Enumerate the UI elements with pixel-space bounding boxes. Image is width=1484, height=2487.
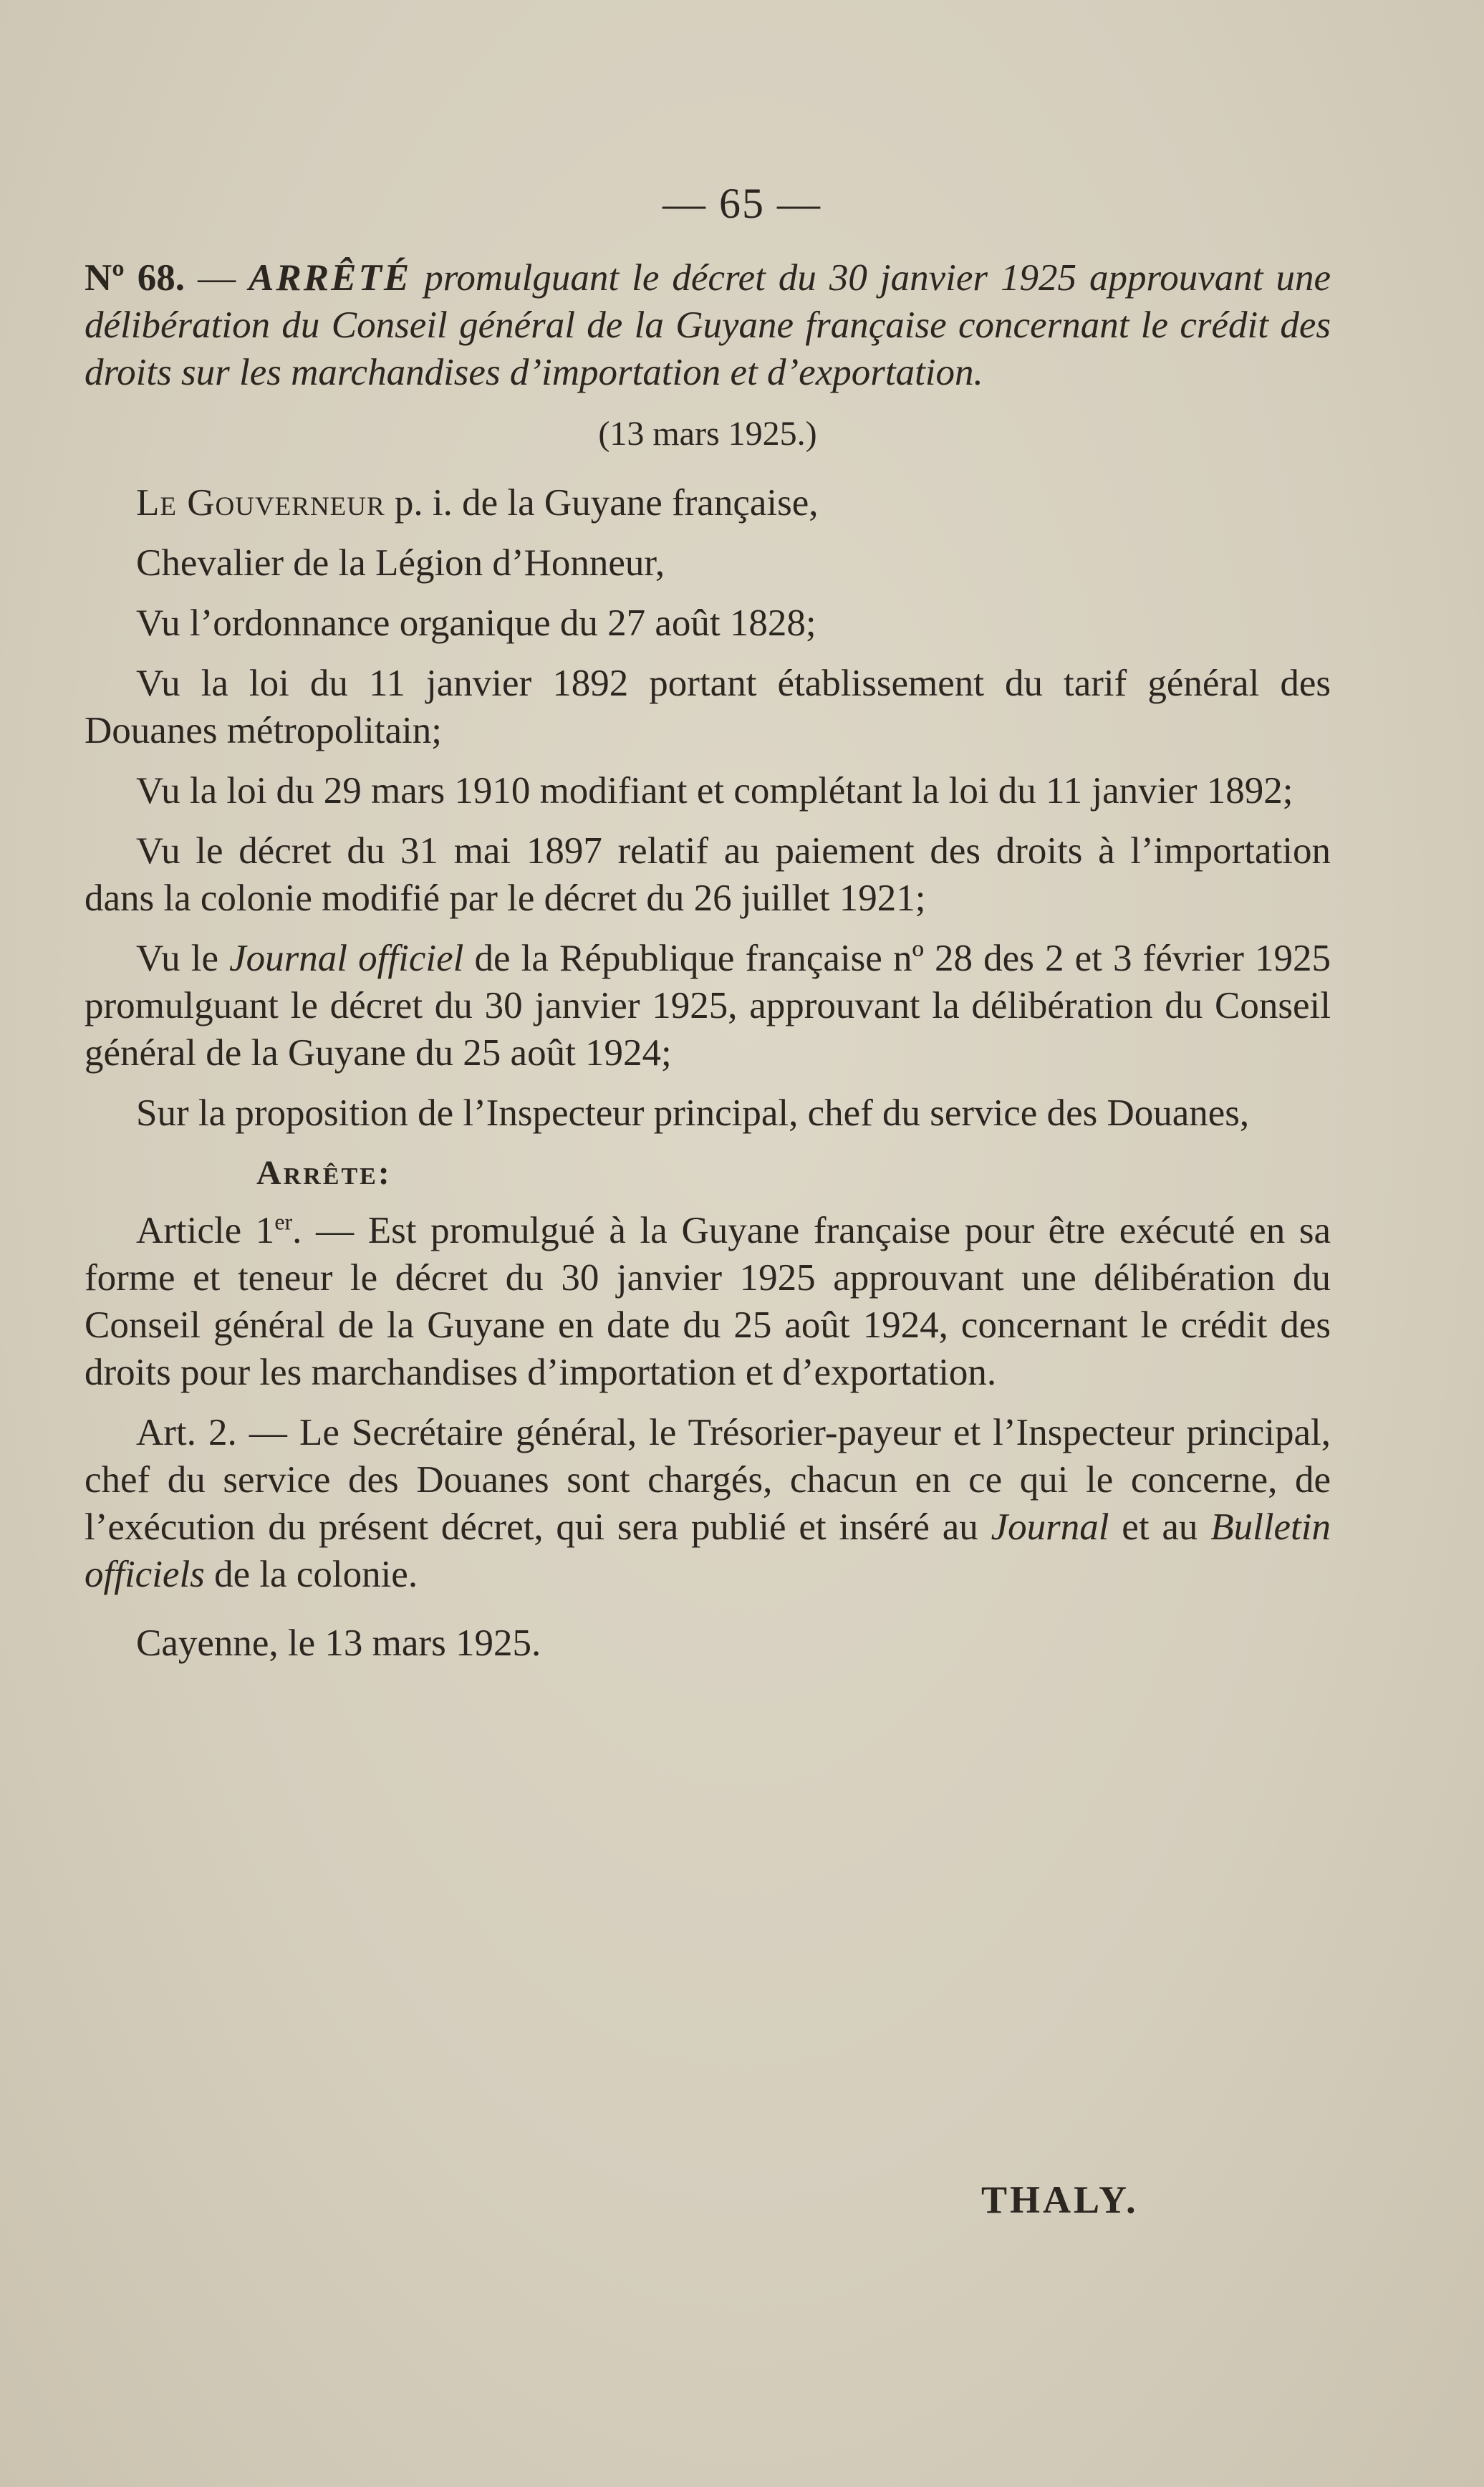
vu-journal-officiel xyxy=(85,935,1331,1077)
bulletin-title: Bulletin officiels xyxy=(85,1506,1331,1595)
place-and-date: Cayenne, le 13 mars 1925. xyxy=(136,1622,541,1664)
vu-decret-1897: Vu le décret du 31 mai 1897 relatif au paiement des droits à l’importation dans la colonie modifié par le décret du 26 juillet 1921; xyxy=(85,830,1331,919)
vu-loi-1892: Vu la loi du 11 janvier 1892 portant établissement du tarif général des Douanes métropolitain; xyxy=(85,663,1331,751)
decree-title-text: promulguant le décret du 30 janvier 1925 approuvant une délibération du Conseil général de la Guyane française concernant le crédit des droits sur les marchandises d’importation et d’exportation. xyxy=(85,257,1331,393)
journal-officiel-title: Journal officiel xyxy=(229,938,464,979)
article-2-start: Art. 2. — Le Secrétaire général, le Trésorier-payeur et l’Inspecteur principal, chef du service des Douanes sont chargés, chacun en ce qui le concerne, de l’exécution du présent décret, qui sera publié et inséré au xyxy=(85,1412,1331,1548)
governor-line xyxy=(85,479,1331,526)
sur-proposition: Sur la proposition de l’Inspecteur principal, chef du service des Douanes, xyxy=(136,1092,1250,1134)
vu-ordonnance: Vu l’ordonnance organique du 27 août 1828; xyxy=(136,602,816,644)
article-1-text: . — Est promulgué à la Guyane française pour être exécuté en sa forme et teneur le décret du 30 janvier 1925 approuvant une délibération du Conseil général de la Guyane en date du 25 août 1924, concernant le crédit des droits pour les marchandises d’importation et d’exportation. xyxy=(85,1210,1331,1393)
article-1-sup: er xyxy=(274,1208,293,1235)
decree-kind: ARRÊTÉ xyxy=(249,257,412,299)
signature: THALY. xyxy=(981,2178,1139,2221)
governor-rest: p. i. de la Guyane française, xyxy=(394,482,819,524)
decree-date: (13 mars 1925.) xyxy=(598,415,817,453)
page-number: — 65 — xyxy=(662,180,822,227)
article-1-label: Article 1 xyxy=(136,1210,275,1251)
vu-loi-1910: Vu la loi du 29 mars 1910 modifiant et complétant la loi du 11 janvier 1892; xyxy=(136,770,1293,812)
governor-prefix: Le Gouverneur xyxy=(136,482,385,524)
arrete-heading: Arrête: xyxy=(256,1154,392,1192)
article-1 xyxy=(85,1207,1331,1396)
decree-number: Nº 68. xyxy=(85,257,186,299)
article-2-end: de la colonie. xyxy=(214,1554,418,1595)
chevalier-line: Chevalier de la Légion d’Honneur, xyxy=(136,542,665,584)
article-2-mid: et au xyxy=(1122,1506,1198,1548)
document-body xyxy=(85,254,1331,1680)
vu5-start: Vu le xyxy=(136,938,218,979)
article-2 xyxy=(85,1409,1331,1598)
journal-title: Journal xyxy=(991,1506,1109,1548)
title-dash: — xyxy=(198,257,236,299)
vu5-end: de la République française nº 28 des 2 et 3 février 1925 promulguant le décret du 30 janvier 1925, approuvant la délibération du Conseil général de la Guyane du 25 août 1924; xyxy=(85,938,1331,1074)
decree-title xyxy=(85,254,1331,396)
